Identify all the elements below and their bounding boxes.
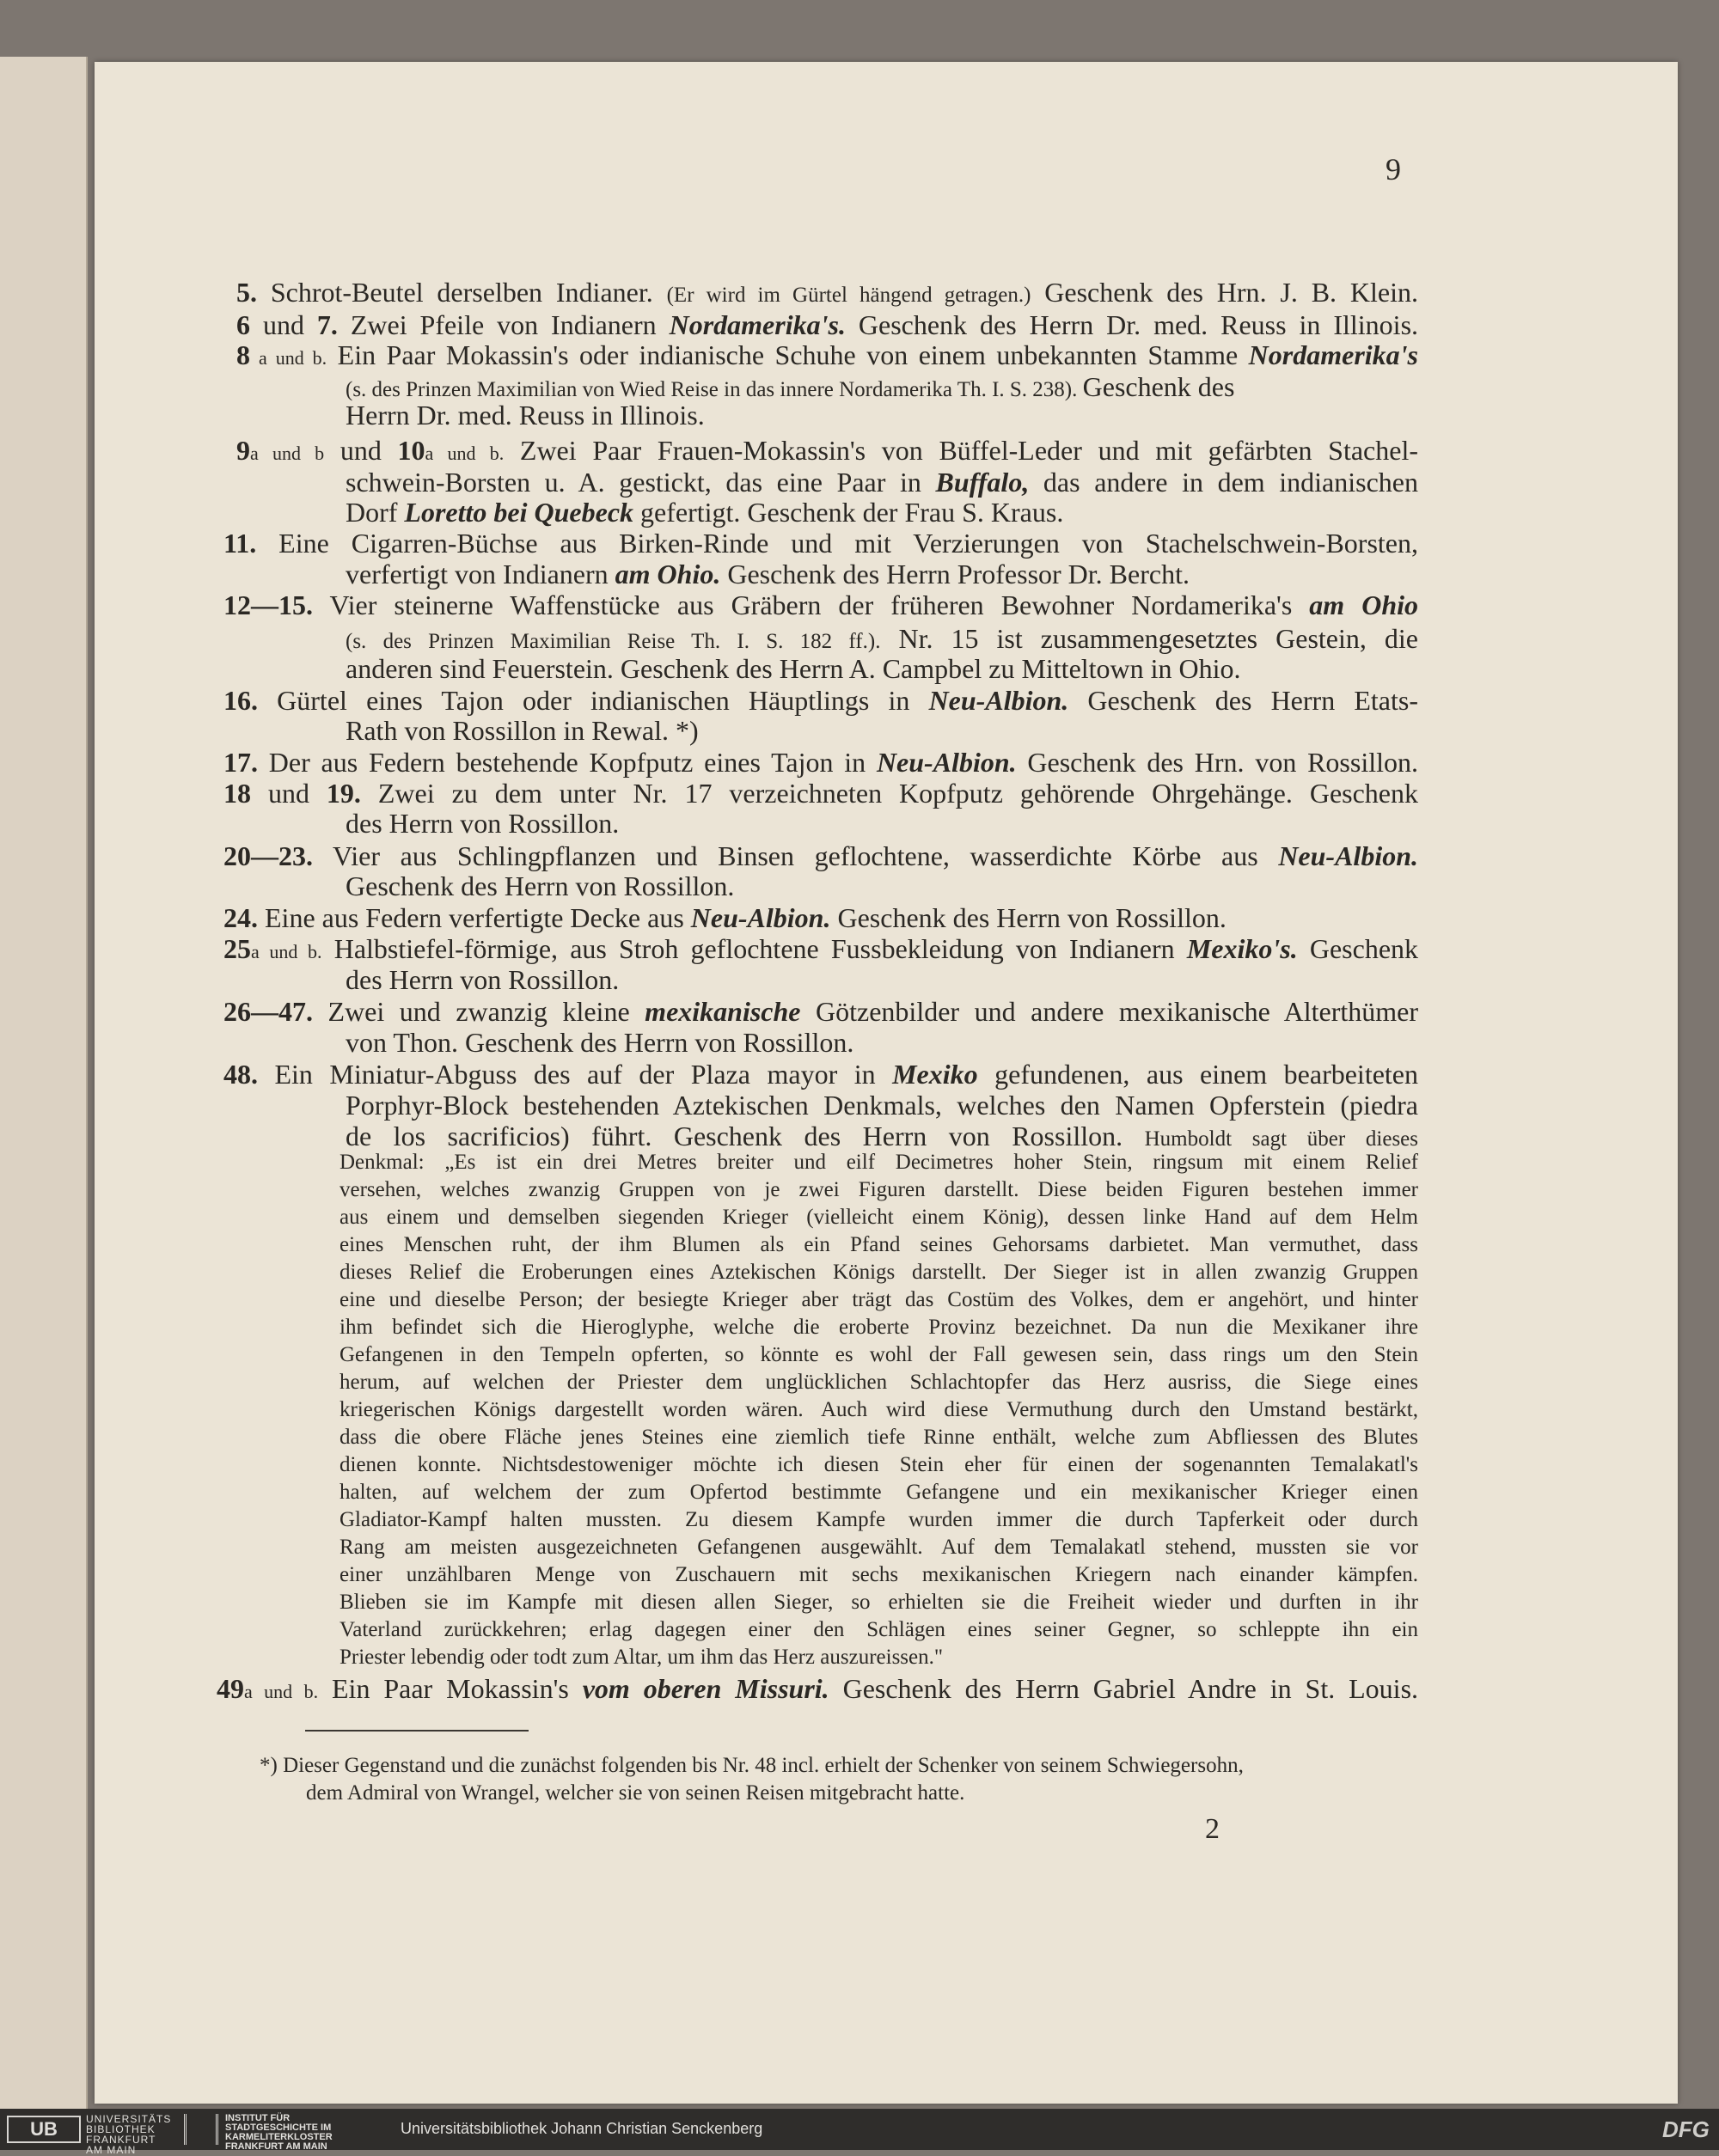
entry-48-line-20: Blieben sie im Kampfe mit diesen allen Sieger, so erhielten sie die Freiheit wieder und durften in ihr <box>340 1591 1418 1614</box>
footnote-rule <box>305 1730 529 1732</box>
footnote-line-1: *) Dieser Gegenstand und die zunächst folgenden bis Nr. 48 incl. erhielt der Schenker von seinem Schwiegersohn, <box>260 1754 1244 1777</box>
entry-8-line-3: Herrn Dr. med. Reuss in Illinois. <box>346 400 705 431</box>
entry-48-line-21: Vaterland zurückkehren; erlag dagegen einer den Schlägen eines seiner Gegner, so schleppte ihn ein <box>340 1618 1418 1641</box>
entry-17-line-1: 17. Der aus Federn bestehende Kopfputz eines Tajon in Neu-Albion. Geschenk des Hrn. von Rossillon. <box>223 747 1419 778</box>
entry-48-line-3: de los sacrificios) führt. Geschenk des Herrn von Rossillon. Humboldt sagt über dieses <box>346 1121 1419 1151</box>
entry-48-line-5: versehen, welches zwanzig Gruppen von je zwei Figuren darstellt. Diese beiden Figuren bestehen immer <box>340 1178 1418 1201</box>
entry-48-line-22: Priester lebendig oder todt zum Altar, um ihm das Herz auszureissen." <box>340 1646 944 1669</box>
entry-20-23-line-2: Geschenk des Herrn von Rossillon. <box>346 870 735 901</box>
entry-48-line-16: halten, auf welchem der zum Opfertod bestimmte Gefangene und ein mexikanischer Krieger einen <box>340 1481 1418 1504</box>
entry-8-line-1: 8 a und b. Ein Paar Mokassin's oder indianische Schuhe von einem unbekannten Stamme Nordamerika's <box>236 339 1418 370</box>
entry-24-line-1: 24. Eine aus Federn verfertigte Decke aus Neu-Albion. Geschenk des Herrn von Rossillon. <box>223 902 1227 933</box>
ub-logo[interactable]: UB <box>7 2116 81 2143</box>
entry-9-10-line-1: 9a und b und 10a und b. Zwei Paar Frauen-Mokassin's von Büffel-Leder und mit gefärbten Stachel- <box>236 435 1419 466</box>
entry-9-10-line-3: Dorf Loretto bei Quebeck gefertigt. Geschenk der Frau S. Kraus. <box>346 497 1064 528</box>
entry-16-line-2: Rath von Rossillon in Rewal. *) <box>346 715 699 746</box>
entry-48-line-18: Rang am meisten ausgezeichneten Gefangenen ausgewählt. Auf dem Temalakatl stehend, mussten sie vor <box>340 1536 1418 1559</box>
library-title: Universitätsbibliothek Johann Christian Senckenberg <box>401 2120 763 2137</box>
entry-48-line-19: einer unzählbaren Menge von Zuschauern mit sechs mexikanischen Kriegern nach einander kämpfen. <box>340 1563 1418 1586</box>
entry-9-10-line-2: schwein-Borsten u. A. gestickt, das eine Paar in Buffalo, das andere in dem indianischen <box>346 467 1419 498</box>
stadtgeschichte-logo-icon[interactable] <box>184 2114 218 2145</box>
entry-48-line-2: Porphyr-Block bestehenden Aztekischen Denkmals, welches den Namen Opferstein (piedra <box>346 1090 1418 1121</box>
entry-48-line-7: eines Menschen ruht, der ihm Blumen als ein Pfand seines Gehorsams darbietet. Man vermuthet, dass <box>340 1233 1418 1256</box>
entry-6-7-line-1: 6 und 7. Zwei Pfeile von Indianern Nordamerika's. Geschenk des Herrn Dr. med. Reuss in Illinois. <box>236 309 1419 340</box>
entry-18-19-line-1: 18 und 19. Zwei zu dem unter Nr. 17 verzeichneten Kopfputz gehörende Ohrgehänge. Geschenk <box>223 778 1419 809</box>
entry-49-line-1: 49a und b. Ein Paar Mokassin's vom oberen Missuri. Geschenk des Herrn Gabriel Andre in St. Louis. <box>217 1673 1419 1704</box>
entry-48-line-13: kriegerischen Königs dargestellt worden wären. Auch wird diese Vermuthung durch den Umstand bestärkt, <box>340 1398 1418 1421</box>
footnote-line-2: dem Admiral von Wrangel, welcher sie von seinen Reisen mitgebracht hatte. <box>306 1781 965 1805</box>
entry-48-line-1: 48. Ein Miniatur-Abguss des auf der Plaza mayor in Mexiko gefundenen, aus einem bearbeiteten <box>223 1059 1419 1090</box>
ub-logo-text: UNIVERSITÄTS BIBLIOTHEK FRANKFURT AM MAIN <box>86 2113 172 2156</box>
entry-12-15-line-3: anderen sind Feuerstein. Geschenk des Herrn A. Campbel zu Mitteltown in Ohio. <box>346 653 1241 684</box>
entry-48-line-6: aus einem und demselben siegenden Krieger (vielleicht einem König), dessen linke Hand auf dem Helm <box>340 1206 1418 1229</box>
entry-12-15-line-1: 12—15. Vier steinerne Waffenstücke aus Gräbern der früheren Bewohner Nordamerika's am Ohio <box>223 589 1419 620</box>
stadtgeschichte-logo-text: INSTITUT FÜR STADTGESCHICHTE IM KARMELITERKLOSTER FRANKFURT AM MAIN <box>225 2113 333 2152</box>
entry-48-line-17: Gladiator-Kampf halten mussten. Zu diesem Kampfe wurden immer die durch Tapferkeit oder durch <box>340 1508 1418 1531</box>
entry-48-line-15: dienen konnte. Nichtsdestoweniger möchte ich diesen Stein eher für einen der sogenannten Temalakatl's <box>340 1453 1418 1476</box>
entry-12-15-line-2: (s. des Prinzen Maximilian Reise Th. I. S. 182 ff.). Nr. 15 ist zusammengesetztes Gestein, die <box>346 623 1419 654</box>
entry-48-line-14: dass die obere Fläche jenes Steines eine ziemlich tiefe Rinne enthält, welche zum Abfliessen des Blutes <box>340 1426 1418 1449</box>
entry-48-line-4: Denkmal: „Es ist ein drei Metres breiter und eilf Decimetres hoher Stein, ringsum mit einem Relief <box>340 1151 1418 1174</box>
entry-5-line-1: 5. Schrot-Beutel derselben Indianer. (Er wird im Gürtel hängend getragen.) Geschenk des Hrn. J. B. Klein. <box>236 277 1419 308</box>
entry-11-line-2: verfertigt von Indianern am Ohio. Geschenk des Herrn Professor Dr. Bercht. <box>346 559 1190 589</box>
entry-25-line-1: 25a und b. Halbstiefel-förmige, aus Stroh geflochtene Fussbekleidung von Indianern Mexiko's. Geschenk <box>223 933 1419 964</box>
signature-mark: 2 <box>1205 1813 1220 1845</box>
entry-26-47-line-1: 26—47. Zwei und zwanzig kleine mexikanische Götzenbilder und andere mexikanische Alterthümer <box>223 996 1418 1027</box>
entry-11-line-1: 11. Eine Cigarren-Büchse aus Birken-Rinde und mit Verzierungen von Stachelschwein-Borsten, <box>223 528 1418 559</box>
entry-16-line-1: 16. Gürtel eines Tajon oder indianischen Häuptlings in Neu-Albion. Geschenk des Herrn Etats- <box>223 685 1418 716</box>
entry-25-line-2: des Herrn von Rossillon. <box>346 964 620 995</box>
dfg-logo[interactable]: DFG <box>1662 2116 1710 2142</box>
entry-48-line-9: eine und dieselbe Person; der besiegte Krieger aber trägt das Costüm des Volkes, dem er angehört, und hinter <box>340 1288 1418 1311</box>
page-number: 9 <box>1386 152 1401 186</box>
entry-48-line-8: dieses Relief die Eroberungen eines Aztekischen Königs darstellt. Der Sieger ist in allen zwanzig Gruppen <box>340 1261 1418 1284</box>
viewer-footer-bar <box>0 2109 1719 2156</box>
entry-18-19-line-2: des Herrn von Rossillon. <box>346 808 620 839</box>
entry-48-line-11: Gefangenen in den Tempeln opferten, so könnte es wohl der Fall gewesen sein, dass rings um den Stein <box>340 1343 1418 1366</box>
entry-26-47-line-2: von Thon. Geschenk des Herrn von Rossillon. <box>346 1027 854 1058</box>
entry-48-line-10: ihm befindet sich die Hieroglyphe, welche die eroberte Provinz bezeichnet. Da nun die Mexikaner ihre <box>340 1316 1418 1339</box>
entry-20-23-line-1: 20—23. Vier aus Schlingpflanzen und Binsen geflochtene, wasserdichte Körbe aus Neu-Albion. <box>223 840 1418 871</box>
entry-48-line-12: herum, auf welchen der Priester dem unglücklichen Schlachtopfer das Herz ausriss, die Siege eines <box>340 1371 1418 1394</box>
entry-8-line-2: (s. des Prinzen Maximilian von Wied Reise in das innere Nordamerika Th. I. S. 238). Geschenk des <box>346 371 1235 402</box>
